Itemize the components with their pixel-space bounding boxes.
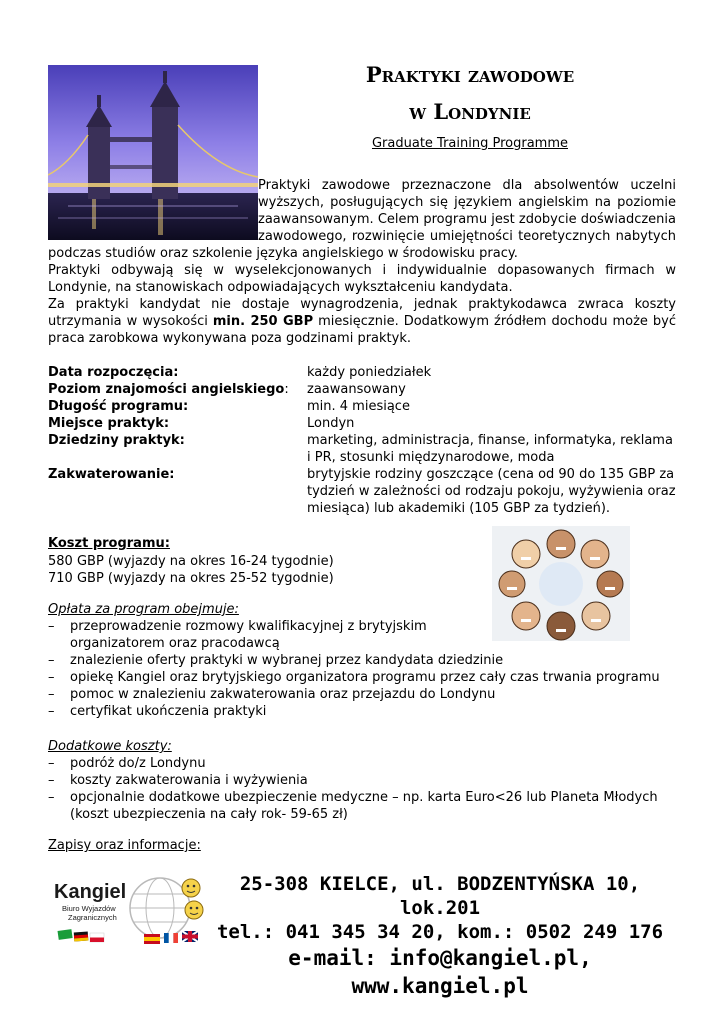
list-item: – pomoc w znalezieniu zakwaterowania oraz przejazdu do Londynu	[48, 686, 688, 703]
cost-heading: Koszt programu:	[48, 536, 170, 551]
subtitle: Graduate Training Programme	[371, 136, 568, 151]
page-title-line1: Praktyki zawodowe	[365, 62, 575, 87]
intro-paragraph-2: Praktyki odbywają się w wyselekcjonowanych i indywidualnie dopasowanych firmach w Londynie, na stanowiskach odpowiadających wykształceniu kandydata.	[48, 263, 676, 295]
list-item: – przeprowadzenie rozmowy kwalifikacyjnej z brytyjskim organizatorem oraz pracodawcą	[48, 618, 460, 652]
logo-line1: Biuro Wyjazdów	[62, 904, 116, 913]
cost-line-1: 580 GBP (wyjazdy na okres 16-24 tygodnie)	[48, 553, 334, 569]
fee-includes-heading: Opłata za program obejmuje:	[48, 602, 239, 617]
contact-phone: tel.: 041 345 34 20, kom.: 0502 249 176	[216, 921, 664, 943]
contact-block	[210, 872, 670, 1000]
list-item: – koszty zakwaterowania i wyżywienia	[48, 772, 688, 789]
extra-costs-section	[48, 738, 688, 823]
detail-row-place: Miejsce praktyk: Londyn	[48, 416, 355, 431]
list-item: – podróż do/z Londynu	[48, 755, 688, 772]
detail-row-fields: Dziedziny praktyk: marketing, administracja, finanse, informatyka, reklama i PR, stosunki międzynarodowe, moda	[48, 433, 673, 465]
program-details	[48, 364, 678, 517]
intro-paragraph-3: Za praktyki kandydat nie dostaje wynagrodzenia, jednak praktykodawca zwraca koszty utrzymania w wysokości min. 250 GBP miesięcznie. Dodatkowym źródłem dochodu może być praca zarobkowa wykonywana poza godzinami praktyk.	[48, 297, 677, 346]
logo-line2: Zagranicznych	[68, 913, 117, 922]
program-cost	[48, 535, 334, 588]
cost-line-2: 710 GBP (wyjazdy na okres 25-52 tygodnie)	[48, 571, 334, 586]
fee-includes-section	[48, 601, 688, 720]
stipend-amount: min. 250 GBP	[212, 314, 314, 329]
flag-icons	[58, 929, 198, 944]
list-item: – znalezienie oferty praktyki w wybranej przez kandydata dziedzinie	[48, 652, 688, 669]
intro-text	[48, 177, 676, 347]
detail-row-housing: Zakwaterowanie: brytyjskie rodziny goszczące (cena od 90 do 135 GBP za tydzień w zależności od rodzaju pokoju, wyżywienia oraz miesiąca) lub akademiki (105 GBP za tydzień).	[48, 467, 676, 516]
list-item: – opiekę Kangiel oraz brytyjskiego organizatora programu przez cały czas trwania programu	[48, 669, 688, 686]
list-item: – certyfikat ukończenia praktyki	[48, 703, 688, 720]
detail-row-start: Data rozpoczęcia: każdy poniedziałek	[48, 365, 432, 380]
page-title-line2: w Londynie	[409, 99, 531, 124]
kangiel-logo	[48, 874, 218, 944]
logo-name: Kangiel	[54, 881, 127, 903]
registration-label: Zapisy oraz informacje:	[48, 838, 201, 853]
extra-costs-heading: Dodatkowe koszty:	[48, 739, 172, 754]
detail-row-level: Poziom znajomości angielskiego: zaawansowany	[48, 382, 406, 397]
list-item: – opcjonalnie dodatkowe ubezpieczenie medyczne – np. karta Euro<26 lub Planeta Młodych (koszt ubezpieczenia na cały rok- 59-65 zł)	[48, 789, 688, 823]
detail-row-length: Długość programu: min. 4 miesiące	[48, 399, 410, 414]
contact-address: 25-308 KIELCE, ul. BODZENTYŃSKA 10, lok.201	[239, 873, 641, 919]
contact-email-web[interactable]: e-mail: info@kangiel.pl, www.kangiel.pl	[288, 946, 592, 998]
intro-paragraph-1: Praktyki zawodowe przeznaczone dla absolwentów uczelni wyższych, posługujących się językiem angielskim na poziomie zaawansowanym. Celem programu jest zdobycie doświadczenia zawodowego, rozwinięcie umiejętności teoretycznych nabytych podczas studiów oraz szkolenie języka angielskiego w środowisku pracy.	[48, 178, 676, 261]
